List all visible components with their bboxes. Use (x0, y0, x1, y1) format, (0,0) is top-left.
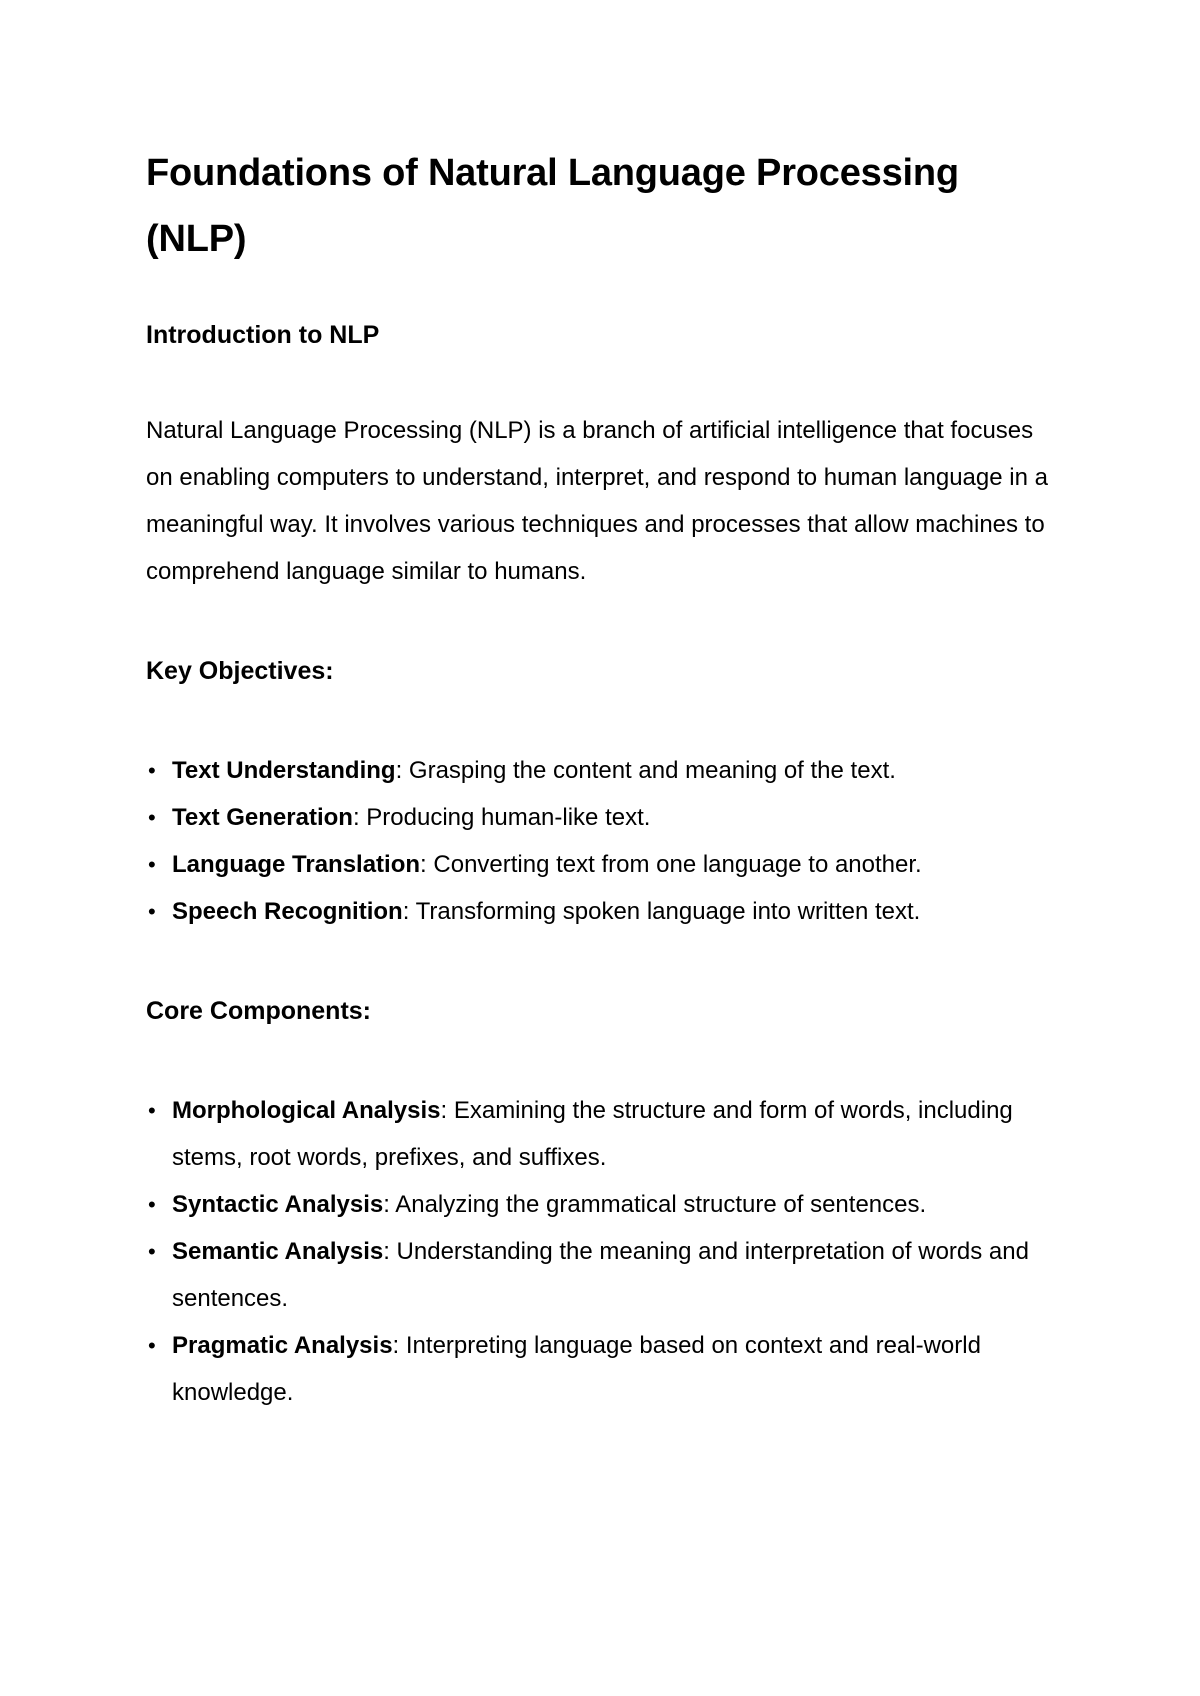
bullet-icon: • (148, 805, 156, 830)
list-item (146, 1228, 1066, 1322)
list-item (146, 888, 1066, 935)
components-list (146, 1087, 1066, 1416)
intro-heading: Introduction to NLP (146, 321, 380, 349)
item-desc: : Interpreting language based on context and real-world knowledge. (172, 1332, 981, 1406)
item-desc: : Transforming spoken language into written text. (402, 898, 921, 925)
bullet-icon: • (148, 758, 156, 783)
item-term: Text Generation (172, 804, 353, 831)
item-desc: : Producing human-like text. (352, 804, 651, 831)
item-term: Morphological Analysis (172, 1097, 441, 1124)
document-title: Foundations of Natural Language Processing (NLP) (146, 152, 959, 260)
objectives-heading: Key Objectives: (146, 657, 334, 685)
item-term: Pragmatic Analysis (172, 1332, 393, 1359)
list-item (146, 747, 1066, 794)
list-item (146, 1087, 1066, 1181)
bullet-icon: • (148, 1098, 156, 1123)
intro-paragraph: Natural Language Processing (NLP) is a branch of artificial intelligence that focuses on enabling computers to understand, interpret, and respond to human language in a meaningful way. It involves various techniques and processes that allow machines to comprehend language similar to humans. (146, 417, 1048, 585)
item-desc: : Converting text from one language to another. (420, 851, 922, 878)
document-body (146, 140, 1066, 1416)
bullet-icon: • (148, 1333, 156, 1358)
objectives-list (146, 747, 1066, 935)
item-term: Syntactic Analysis (172, 1191, 384, 1218)
item-term: Text Understanding (172, 757, 396, 784)
list-item (146, 794, 1066, 841)
item-desc: : Grasping the content and meaning of the text. (395, 757, 896, 784)
list-item (146, 841, 1066, 888)
bullet-icon: • (148, 1239, 156, 1264)
list-item (146, 1181, 1066, 1228)
item-term: Speech Recognition (172, 898, 403, 925)
item-desc: : Examining the structure and form of words, including stems, root words, prefixes, and suffixes. (172, 1097, 1013, 1171)
item-term: Language Translation (172, 851, 421, 878)
components-heading: Core Components: (146, 997, 371, 1025)
bullet-icon: • (148, 852, 156, 877)
bullet-icon: • (148, 899, 156, 924)
bullet-icon: • (148, 1192, 156, 1217)
item-desc: : Analyzing the grammatical structure of sentences. (383, 1191, 927, 1218)
item-desc: : Understanding the meaning and interpretation of words and sentences. (172, 1238, 1029, 1312)
list-item (146, 1322, 1066, 1416)
item-term: Semantic Analysis (172, 1238, 384, 1265)
